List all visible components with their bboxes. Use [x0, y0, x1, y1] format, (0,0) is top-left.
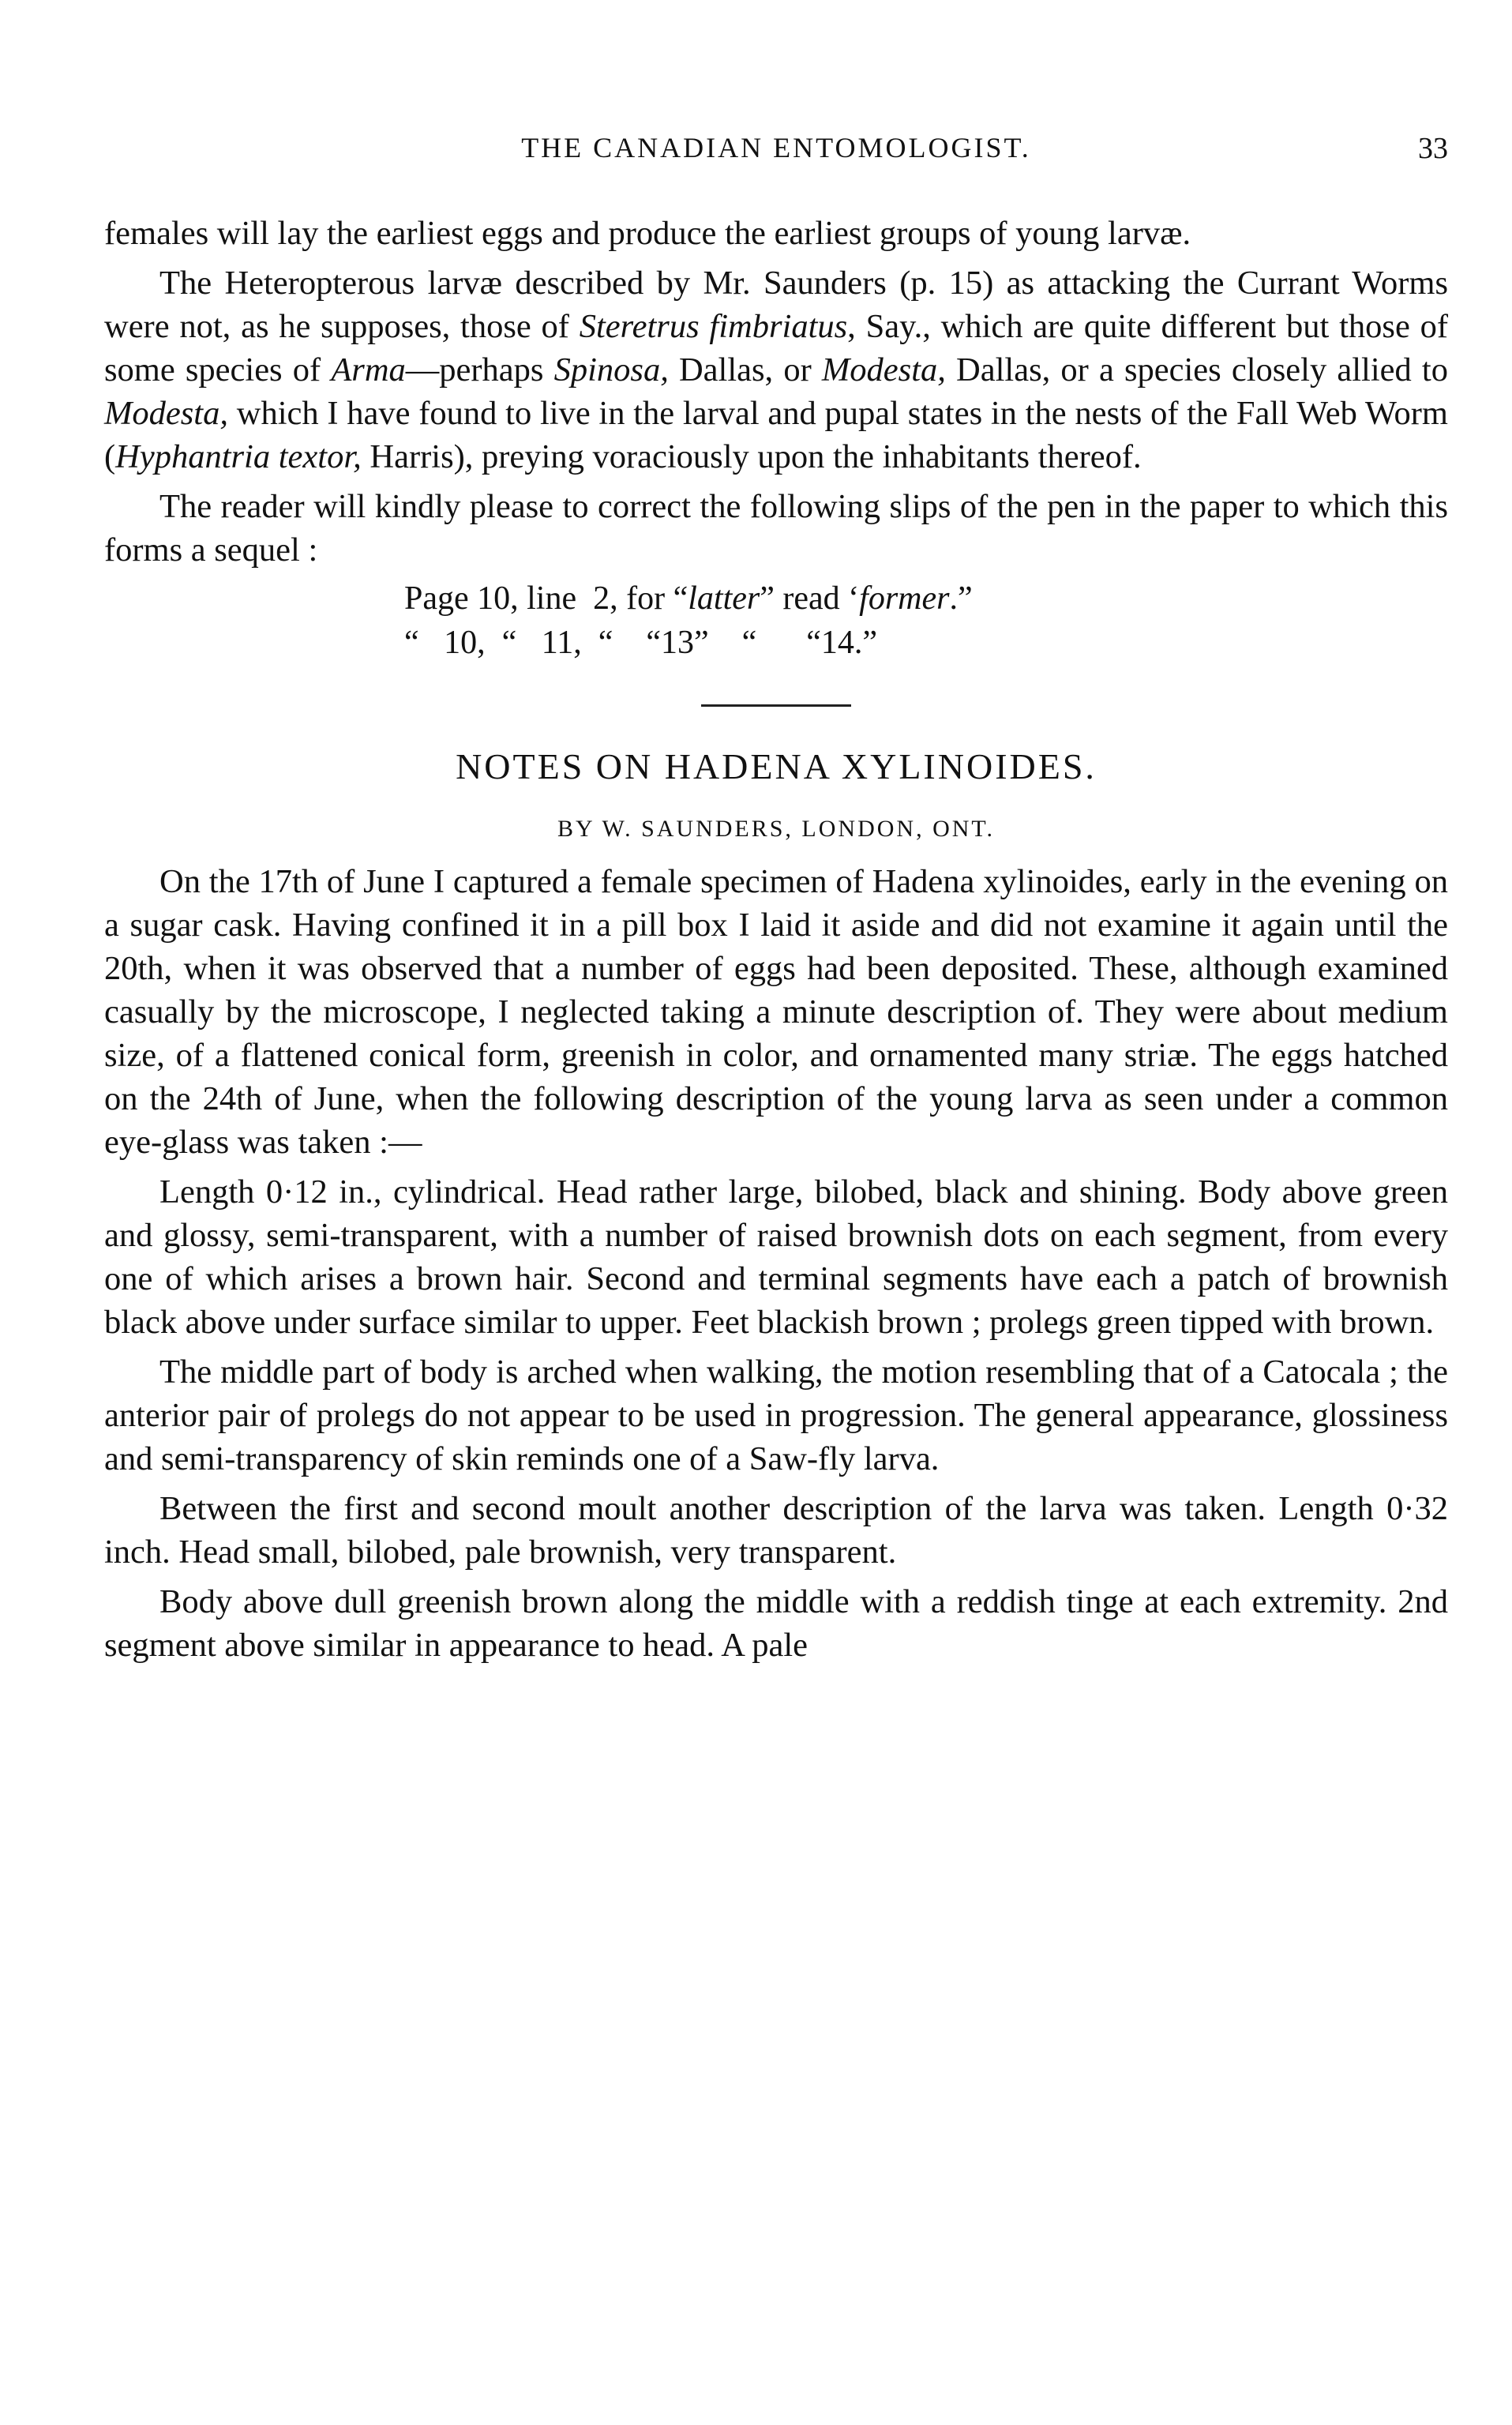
- text-run: The Heteropterous larvæ described by Mr. Saunders (p. 15) as attacking the Currant Worms were not, as he supposes, those of: [104, 265, 1448, 345]
- text-run: Dallas, or: [668, 351, 822, 389]
- text-run: , Say., which are quite different but those of some species of: [104, 308, 1448, 389]
- species-name: Steretrus fimbriatus: [579, 308, 848, 345]
- text-run: .”: [949, 580, 973, 617]
- text-run: Harris), preying voraciously upon the inhabitants thereof.: [361, 438, 1142, 475]
- text-run: Dallas, or a species closely allied to: [945, 351, 1448, 389]
- text-run: ” read ‘: [760, 580, 860, 617]
- section-divider: [701, 704, 851, 707]
- text-run: former: [859, 580, 950, 617]
- genus-name: Arma: [331, 351, 406, 389]
- body-text: [104, 212, 1448, 1667]
- corrections-list: [404, 576, 1448, 665]
- paragraph-capture: On the 17th of June I captured a female specimen of Hadena xylinoides, early in the evening on a sugar cask. Having confined it in a pill box I laid it aside and did not examine it again until the 20th, when it was observed that a number of eggs had been deposited. These, although examined casually by the microscope, I neglected taking a minute description of. They were about medium size, of a flattened conical form, greenish in color, and ornamented many striæ. The eggs hatched on the 24th of June, when the following description of the young larva as seen under a common eye-glass was taken :—: [104, 863, 1448, 1161]
- paragraph-heteropterous: [104, 261, 1448, 479]
- running-head: [104, 131, 1448, 171]
- text-run: —perhaps: [405, 351, 554, 389]
- paragraph-correction-request: The reader will kindly please to correct the following slips of the pen in the paper to which this forms a sequel :: [104, 488, 1448, 569]
- species-name: Hyphantria textor,: [115, 438, 362, 475]
- text-run: Page 10, line 2, for “: [404, 580, 688, 617]
- species-name: Spinosa,: [553, 351, 669, 389]
- correction-line-2: “ 10, “ 11, “ “13” “ “14.”: [404, 625, 878, 661]
- paragraph-larva-description: Length 0·12 in., cylindrical. Head rather large, bilobed, black and shining. Body above green and glossy, semi-transparent, with a number of raised brownish dots on each segment, from every one of which arises a brown hair. Second and terminal segments have each a patch of brownish black above under surface similar to upper. Feet blackish brown ; prolegs green tipped with brown.: [104, 1173, 1448, 1341]
- running-title: THE CANADIAN ENTOMOLOGIST.: [521, 132, 1031, 163]
- text-run: latter: [688, 580, 760, 617]
- species-name: Modesta,: [104, 395, 228, 432]
- text-run: which I have found to live in the larval and pupal states in the nests of the Fall Web Worm (: [104, 395, 1448, 475]
- article-byline: BY W. SAUNDERS, LONDON, ONT.: [557, 816, 996, 842]
- page-number: 33: [1418, 132, 1448, 165]
- paragraph-body-color: Body above dull greenish brown along the middle with a reddish tinge at each extremity. 2nd segment above similar in appearance to head. A pale: [104, 1583, 1448, 1664]
- paragraph-moult: Between the first and second moult another description of the larva was taken. Length 0·32 inch. Head small, bilobed, pale brownish, very transparent.: [104, 1490, 1448, 1571]
- paragraph-motion: The middle part of body is arched when walking, the motion resembling that of a Catocala ; the anterior pair of prolegs do not appear to be used in progression. The general appearance, glossiness and semi-transparency of skin reminds one of a Saw-fly larva.: [104, 1353, 1448, 1477]
- article-title: NOTES ON HADENA XYLINOIDES.: [456, 746, 1097, 786]
- correction-line-1: [404, 576, 1448, 621]
- paragraph-continued: females will lay the earliest eggs and produce the earliest groups of young larvæ.: [104, 215, 1191, 252]
- species-name: Modesta,: [821, 351, 946, 389]
